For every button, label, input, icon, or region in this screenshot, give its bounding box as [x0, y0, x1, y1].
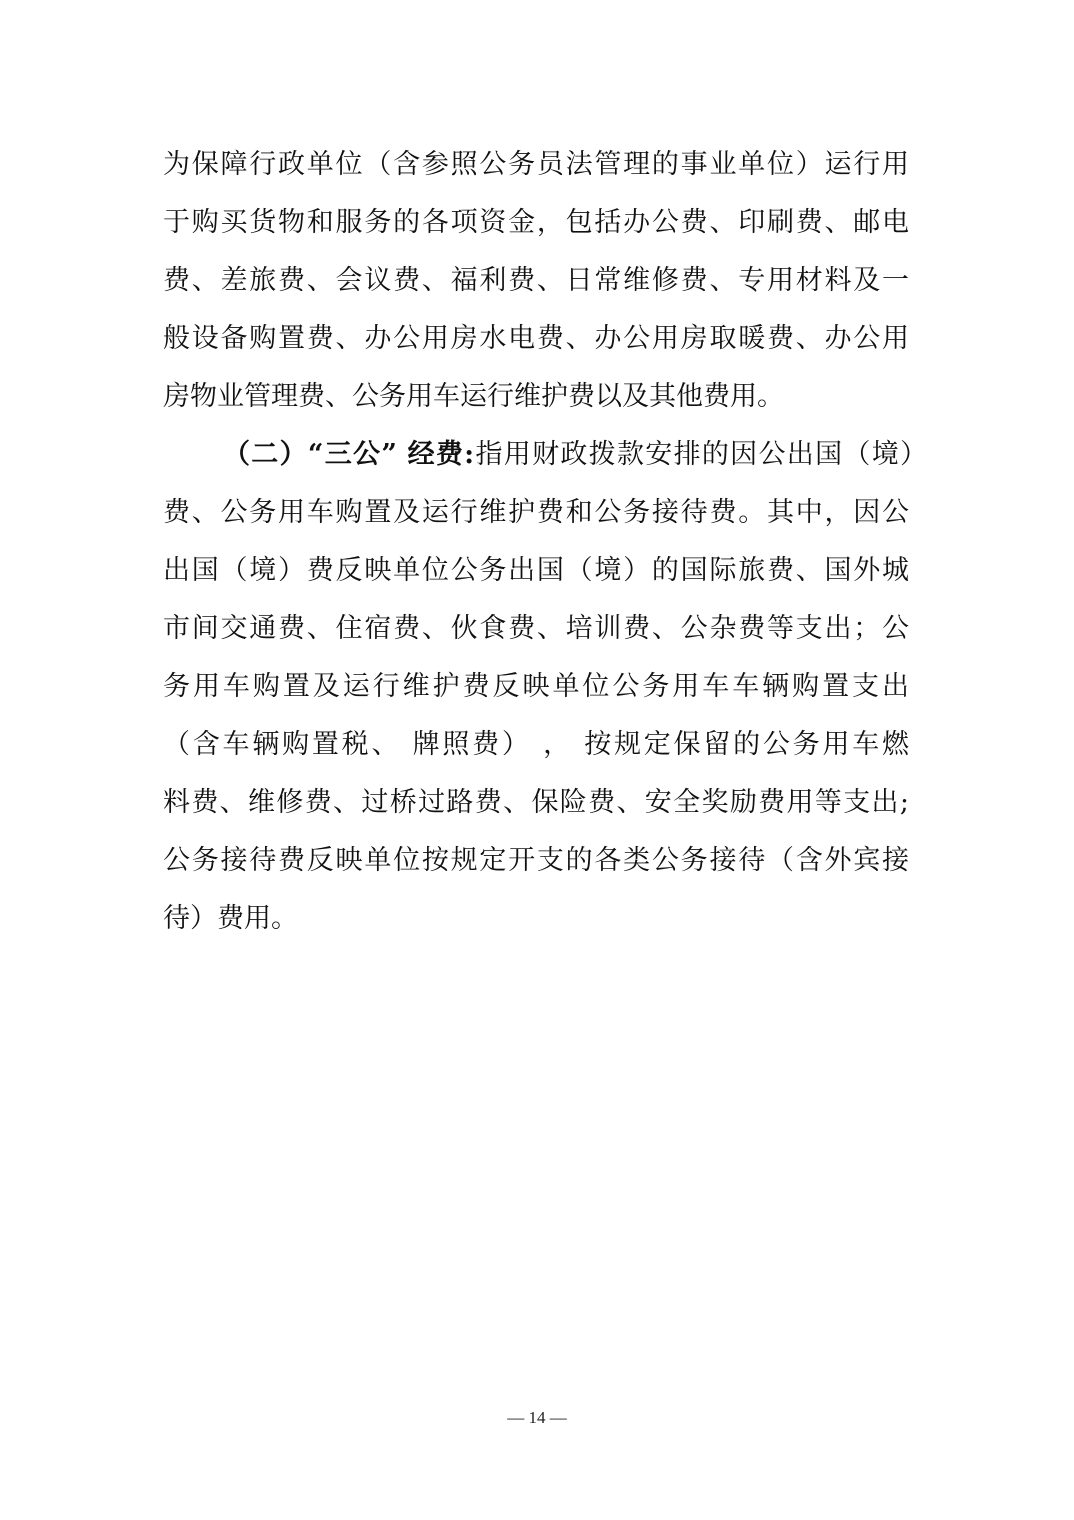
text-line: 料费、维修费、过桥过路费、保险费、安全奖励费用等支出; [163, 787, 909, 818]
text-line: 市间交通费、住宿费、伙食费、培训费、公杂费等支出；公 [163, 613, 909, 644]
page-number: — 14 — [507, 1408, 567, 1427]
section-heading: （二）“三公” 经费: [223, 439, 475, 470]
text-line: 房物业管理费、公务用车运行维护费以及其他费用。 [163, 381, 784, 412]
text-line [163, 426, 927, 484]
paragraph-office-expenses [163, 136, 923, 426]
text-line: 般设备购置费、办公用房水电费、办公用房取暖费、办公用 [163, 323, 909, 354]
text-run: 指用财政拨款安排的因公出国（境） [474, 439, 927, 470]
body-text [163, 136, 927, 948]
paragraph-three-public-expenses [163, 426, 927, 948]
text-line: 为保障行政单位（含参照公务员法管理的事业单位）运行用 [163, 149, 909, 180]
text-line: 费、公务用车购置及运行维护费和公务接待费。其中，因公 [163, 497, 909, 528]
text-line: 公务接待费反映单位按规定开支的各类公务接待（含外宾接 [163, 845, 909, 876]
text-line: 出国（境）费反映单位公务出国（境）的国际旅费、国外城 [163, 555, 909, 586]
text-line: 于购买货物和服务的各项资金，包括办公费、印刷费、邮电 [163, 207, 909, 238]
text-line: 务用车购置及运行维护费反映单位公务用车车辆购置支出 [163, 671, 909, 702]
text-line: 费、差旅费、会议费、福利费、日常维修费、专用材料及一 [163, 265, 909, 296]
text-line: （含车辆购置税、 牌照费） ， 按规定保留的公务用车燃 [163, 729, 909, 760]
text-line: 待）费用。 [163, 903, 298, 934]
